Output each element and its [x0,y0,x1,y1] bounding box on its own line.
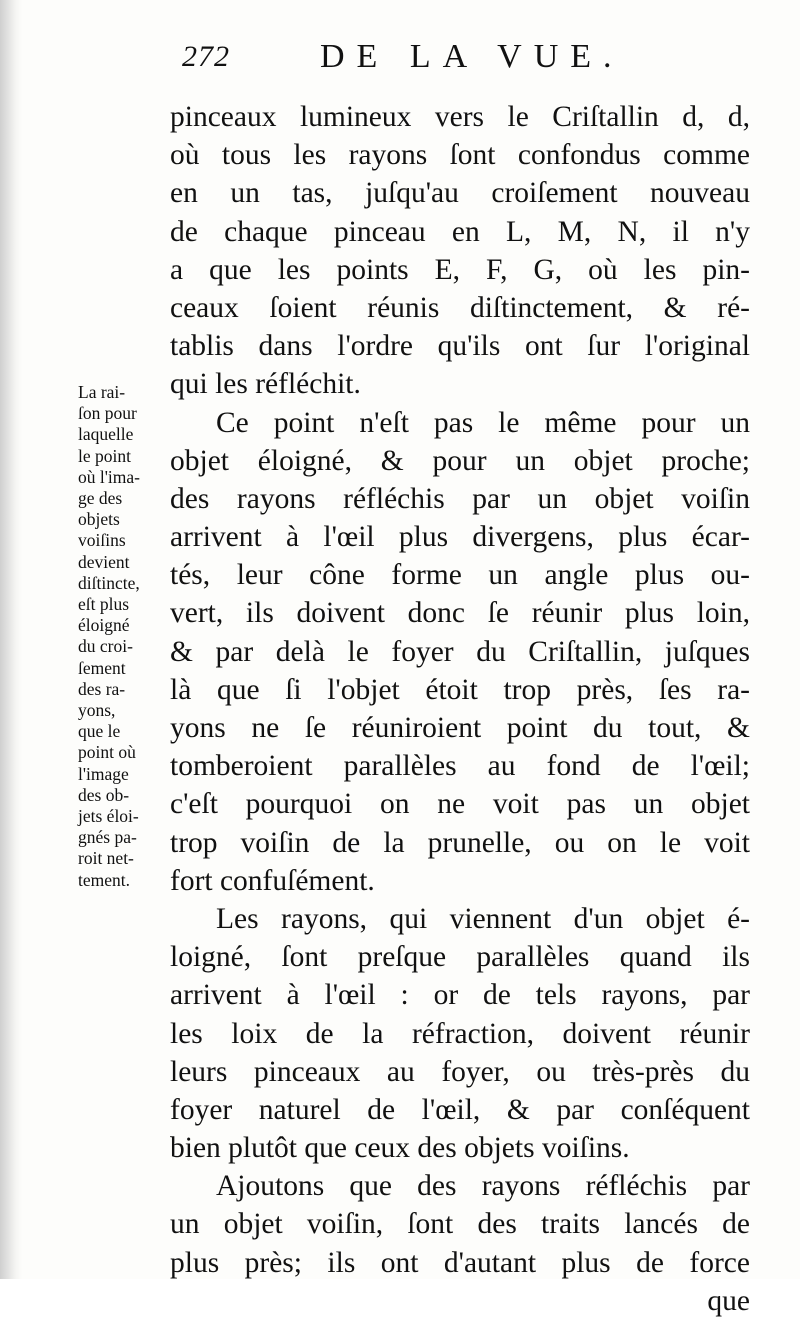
text-line: les loix de la réfraction, doivent réunir [170,1017,750,1050]
margin-note-line: où l'ima- [78,466,140,487]
gutter-shadow [0,0,22,1279]
margin-note-line: jets éloi- [78,806,139,827]
text-line: des rayons réfléchis par un objet voiſin [170,482,750,515]
text-line: tomberoient parallèles au fond de l'œil; [170,750,750,783]
margin-note-line: éloigné [78,615,130,636]
margin-note-line: du croi- [78,636,133,657]
text-line: objet éloigné, & pour un objet proche; [170,444,750,477]
margin-note-line: l'image [78,763,129,784]
text-line: loigné, ſont preſque parallèles quand ils [170,941,750,974]
text-line: en un tas, juſqu'au croiſement nouveau [170,177,750,210]
margin-note-line: yons, [78,700,116,721]
text-line: leurs pinceaux au foyer, ou très-près du [170,1055,750,1088]
running-title: DE LA VUE. [320,38,624,75]
margin-note-line: devient [78,551,130,572]
margin-note-line: eſt plus [78,594,130,615]
margin-note-line: La rai- [78,382,126,402]
text-line: Ajoutons que des rayons réfléchis par [216,1170,750,1203]
margin-note-line: des ra- [78,678,126,699]
text-line: bien plutôt que ceux des objets voiſins. [170,1132,630,1165]
text-line: que [707,1284,750,1317]
text-line: Ce point n'eſt pas le même pour un [216,406,750,439]
margin-note-line: des ob- [78,784,130,805]
margin-note-line: le point [78,445,131,466]
text-line: a que les points E, F, G, où les pin- [170,253,750,286]
text-line: trop voiſin de la prunelle, ou on le voit [170,826,750,859]
body-text [170,98,750,1320]
text-line: ceaux ſoient réunis diſtinctement, & ré- [170,291,750,324]
margin-note-line: tement. [78,869,130,890]
margin-note-line: ſon pour [78,403,137,424]
text-line: qui les réfléchit. [170,368,361,401]
margin-note-line: gnés pa- [78,827,137,848]
margin-note-line: objets [78,509,120,530]
text-line: tés, leur cône forme un angle plus ou- [170,559,750,592]
margin-note-line: que le [78,721,121,742]
margin-note [78,382,170,891]
page-header [182,38,782,88]
text-line: arrivent à l'œil : or de tels rayons, par [170,979,750,1012]
text-line: c'eſt pourquoi on ne voit pas un objet [170,788,750,821]
text-line: arrivent à l'œil plus divergens, plus écar- [170,521,750,554]
margin-note-line: ge des [78,488,123,509]
text-line: pinceaux lumineux vers le Criſtallin d, d, [170,101,750,133]
text-line: où tous les rayons ſont confondus comme [170,139,750,172]
text-line: tablis dans l'ordre qu'ils ont ſur l'original [170,330,750,363]
margin-note-line: point où [78,742,136,763]
text-line: & par delà le foyer du Criſtallin, juſques [170,635,750,668]
text-line: fort confuſément. [170,864,375,897]
page-number: 272 [182,40,230,73]
text-line: un objet voiſin, ſont des traits lancés de [170,1208,750,1241]
margin-note-line: laquelle [78,424,134,445]
text-line: Les rayons, qui viennent d'un objet é- [216,902,750,935]
text-line: de chaque pinceau en L, M, N, il n'y [170,215,750,248]
margin-note-line: voiſins [78,530,126,551]
text-line: là que ſi l'objet étoit trop près, ſes ra- [170,673,750,706]
text-line: yons ne ſe réuniroient point du tout, & [170,712,750,744]
margin-note-line: diſtincte, [78,572,140,593]
text-line: plus près; ils ont d'autant plus de force [170,1246,750,1279]
text-line: foyer naturel de l'œil, & par conſéquent [170,1093,750,1126]
margin-note-line: ſement [78,657,126,678]
text-line: vert, ils doivent donc ſe réunir plus loin, [170,597,750,630]
margin-note-line: roit net- [78,848,134,869]
